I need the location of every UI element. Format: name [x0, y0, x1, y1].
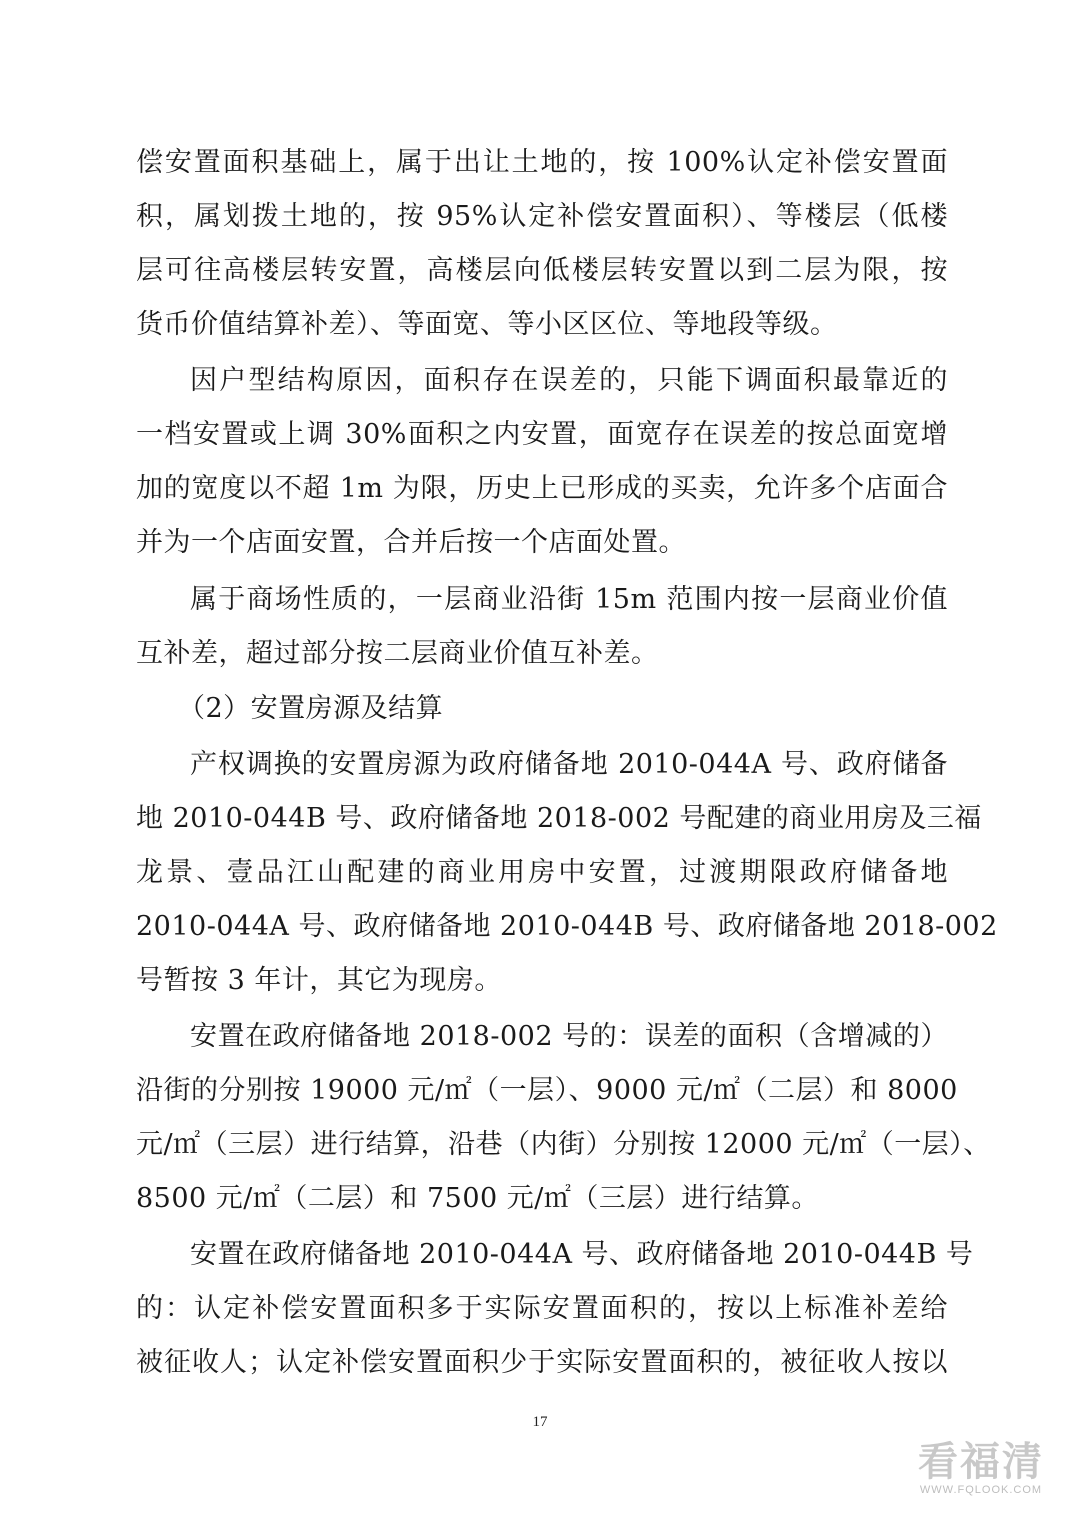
text-line: 偿安置面积基础上，属于出让土地的，按 100%认定补偿安置面	[136, 147, 948, 178]
text-line: 互补差，超过部分按二层商业价值互补差。	[136, 638, 659, 669]
text-line: 一档安置或上调 30%面积之内安置，面宽存在误差的按总面宽增	[136, 419, 948, 450]
watermark-logo: 看福清	[918, 1439, 1044, 1485]
paragraph-first-line: 安置在政府储备地 2010-044A 号、政府储备地 2010-044B 号	[190, 1239, 974, 1270]
paragraph-first-line: 因户型结构原因，面积存在误差的，只能下调面积最靠近的	[190, 365, 948, 396]
paragraph-first-line: 安置在政府储备地 2018-002 号的：误差的面积（含增减的）	[190, 1021, 948, 1052]
text-line: 的：认定补偿安置面积多于实际安置面积的，按以上标准补差给	[136, 1293, 948, 1324]
text-line: 货币价值结算补差）、等面宽、等小区区位、等地段等级。	[136, 309, 838, 340]
text-line: 被征收人；认定补偿安置面积少于实际安置面积的，被征收人按以	[136, 1347, 948, 1378]
paragraph-first-line: 产权调换的安置房源为政府储备地 2010-044A 号、政府储备	[190, 749, 948, 780]
text-line: 层可往高楼层转安置，高楼层向低楼层转安置以到二层为限，按	[136, 255, 948, 286]
text-line: 元/㎡（三层）进行结算，沿巷（内街）分别按 12000 元/㎡（一层）、	[136, 1129, 991, 1160]
text-line: 并为一个店面安置，合并后按一个店面处置。	[136, 527, 686, 558]
text-line: 地 2010-044B 号、政府储备地 2018-002 号配建的商业用房及三福	[136, 803, 982, 834]
text-line: 积，属划拨土地的，按 95%认定补偿安置面积）、等楼层（低楼	[136, 201, 948, 232]
watermark	[906, 1440, 1056, 1496]
text-line: 沿街的分别按 19000 元/㎡（一层）、9000 元/㎡（二层）和 8000	[136, 1075, 958, 1106]
page-number: 17	[532, 1414, 548, 1430]
text-line: 2010-044A 号、政府储备地 2010-044B 号、政府储备地 2018-002	[136, 911, 998, 942]
paragraph-first-line: 属于商场性质的，一层商业沿街 15m 范围内按一层商业价值	[190, 584, 948, 615]
text-line: 龙景、壹品江山配建的商业用房中安置，过渡期限政府储备地	[136, 857, 948, 888]
section-heading: （2）安置房源及结算	[178, 693, 444, 724]
watermark-url: WWW.FQLOOK.COM	[919, 1484, 1043, 1496]
text-line: 8500 元/㎡（二层）和 7500 元/㎡（三层）进行结算。	[136, 1183, 819, 1214]
text-line: 号暂按 3 年计，其它为现房。	[136, 965, 502, 996]
text-line: 加的宽度以不超 1m 为限，历史上已形成的买卖，允许多个店面合	[136, 473, 948, 504]
